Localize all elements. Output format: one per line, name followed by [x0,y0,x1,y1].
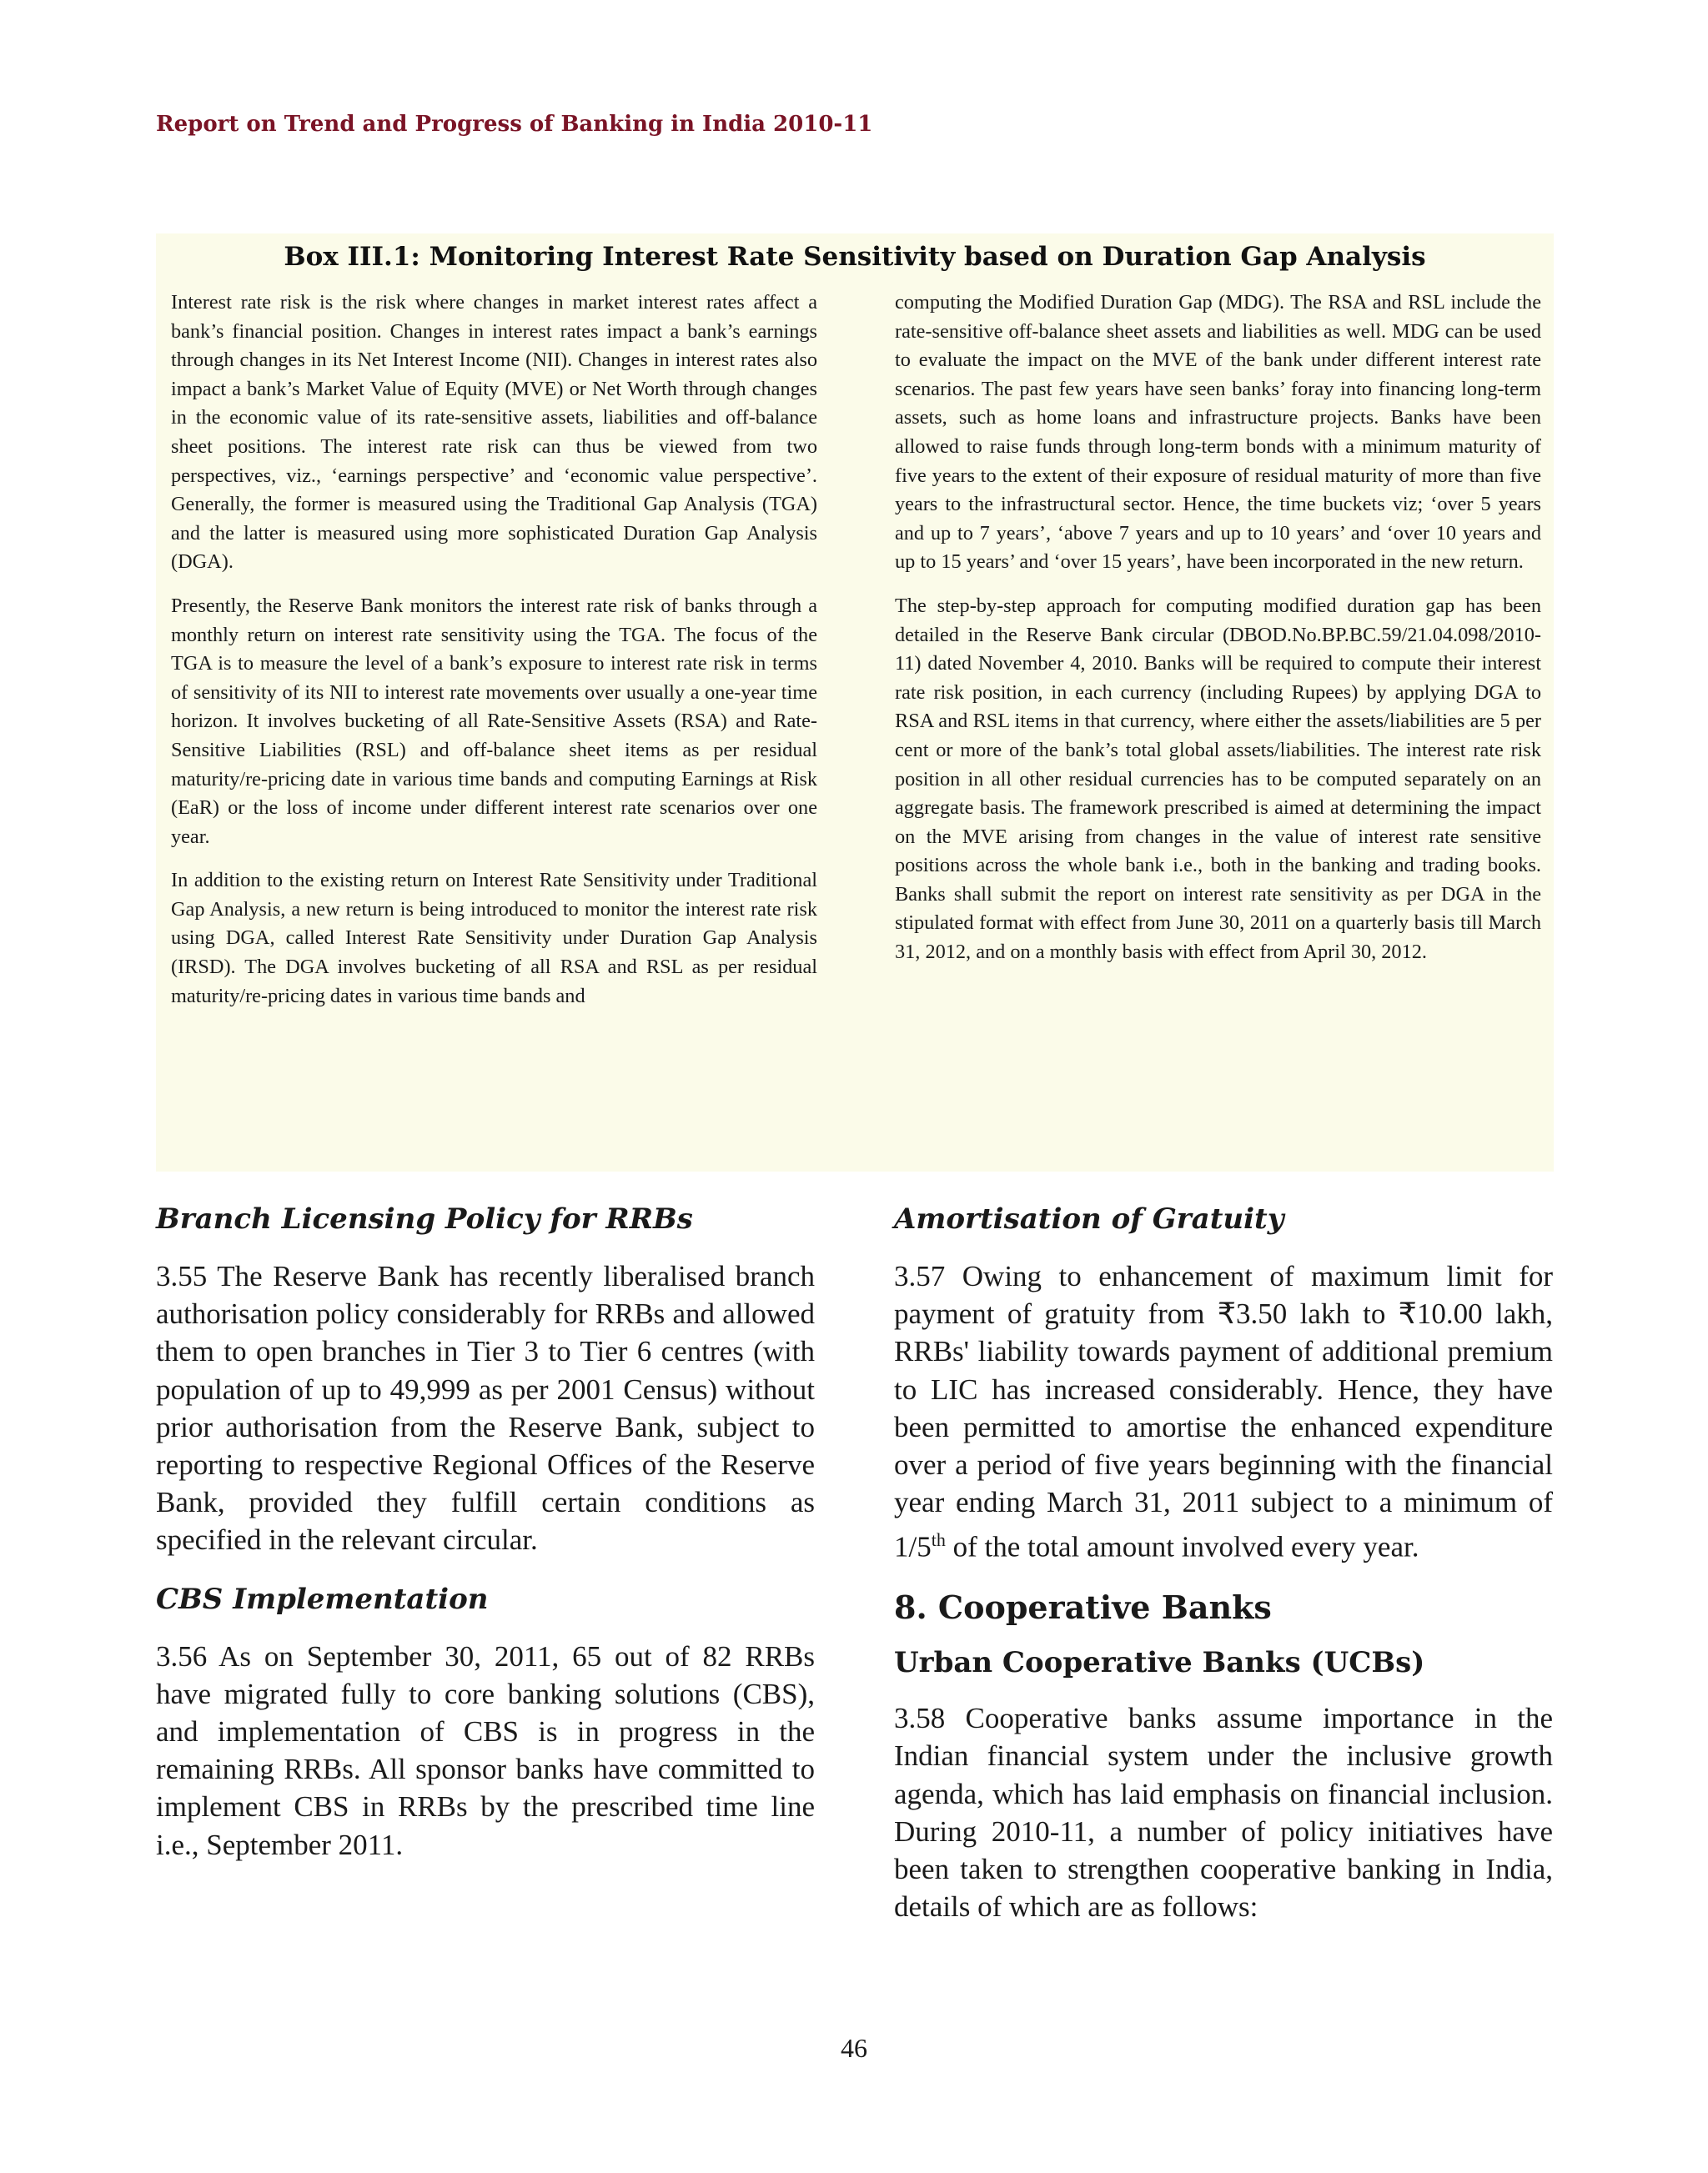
box-left-column [171,289,817,1026]
box-paragraph: In addition to the existing return on Interest Rate Sensitivity under Traditional Gap Analysis, a new return is being introduced to monitor the interest rate risk using DGA, called Interest Rate Sensitivity under Duration Gap Analysis (IRSD). The DGA involves bucketing of all RSA and RSL as per residual maturity/re-pricing dates in various time bands and [171,869,817,1007]
superscript-th: th [931,1529,946,1551]
heading-branch-licensing: Branch Licensing Policy for RRBs [156,1202,693,1236]
section-subtitle-ucbs: Urban Cooperative Banks (UCBs) [894,1646,1425,1680]
section-title-cooperative-banks: 8. Cooperative Banks [894,1588,1272,1627]
running-header: Report on Trend and Progress of Banking in India 2010-11 [156,112,873,137]
box-paragraph: The step-by-step approach for computing modified duration gap has been detailed in the Reserve Bank circular (DBOD.No.BP.BC.59/21.04.098/2010-11) dated November 4, 2010. Banks will be required to compute their interest rate risk position, in each currency (including Rupees) by applying DGA to RSA and RSL items in that currency, where either the assets/liabilities are 5 per cent or more of the bank’s total global assets/liabilities. The interest rate risk position in all other residual currencies has to be computed separately on an aggregate basis. The framework prescribed is aimed at determining the impact on the MVE arising from changes in the value of interest rate sensitive positions across the whole bank i.e., both in the banking and trading books. Banks shall submit the report on interest rate sensitivity as per DGA in the stipulated format with effect from June 30, 2011 on a quarterly basis till March 31, 2012, and on a monthly basis with effect from April 30, 2012. [895,594,1541,964]
box-paragraph: Interest rate risk is the risk where changes in market interest rates affect a bank’s financial position. Changes in interest rates impact a bank’s earnings through changes in its Net Interest Income (NII). Changes in interest rates also impact a bank’s Market Value of Equity (MVE) or Net Worth through changes in the economic value of its rate-sensitive assets, liabilities and off-balance sheet positions. The interest rate risk can thus be viewed from two perspectives, viz., ‘earnings perspective’ and ‘economic value perspective’. Generally, the former is measured using the Traditional Gap Analysis (TGA) and the latter is measured using more sophisticated Duration Gap Analysis (DGA). [171,291,817,574]
main-right-column [894,1201,1553,1948]
heading-amortisation-gratuity: Amortisation of Gratuity [894,1202,1284,1236]
main-left-column [156,1201,815,1885]
page-number: 46 [841,2033,867,2063]
box-iii-1 [156,233,1554,1172]
box-title: Box III.1: Monitoring Interest Rate Sensitivity based on Duration Gap Analysis [284,242,1426,272]
paragraph-3-57-text: 3.57 Owing to enhancement of maximum limit for payment of gratuity from ₹3.50 lakh to ₹10.00 lakh, RRBs' liability towards payment of additional premium to LIC has increased considerably. Hence, they have been permitted to amortise the enhanced expenditure over a period of five years beginning with the financial year ending March 31, 2011 subject to a minimum of 1/5 [894,1260,1553,1564]
paragraph-3-57 [894,1257,1553,1566]
paragraph-3-56: 3.56 As on September 30, 2011, 65 out of 82 RRBs have migrated fully to core banking solutions (CBS), and implementation of CBS is in progress in the remaining RRBs. All sponsor banks have committed to implement CBS in RRBs by the prescribed time line i.e., September 2011. [156,1639,815,1861]
paragraph-3-55: 3.55 The Reserve Bank has recently liberalised branch authorisation policy considerably for RRBs and allowed them to open branches in Tier 3 to Tier 6 centres (with population of up to 49,999 as per 2001 Census) without prior authorisation from the Reserve Bank, subject to reporting to respective Regional Offices of the Reserve Bank, provided they fulfill certain conditions as specified in the relevant circular. [156,1260,815,1557]
heading-cbs-implementation: CBS Implementation [156,1582,489,1616]
paragraph-3-58: 3.58 Cooperative banks assume importance in the Indian financial system under the inclusive growth agenda, which has laid emphasis on financial inclusion. During 2010-11, a number of policy initiatives have been taken to strengthen cooperative banking in India, details of which are as follows: [894,1702,1553,1924]
paragraph-3-57-text-end: of the total amount involved every year. [945,1531,1419,1564]
box-paragraph: Presently, the Reserve Bank monitors the interest rate risk of banks through a monthly return on interest rate sensitivity using the TGA. The focus of the TGA is to measure the level of a bank’s exposure to interest rate risk in terms of sensitivity of its NII to interest rate movements over usually a one-year time horizon. It involves bucketing of all Rate-Sensitive Assets (RSA) and Rate-Sensitive Liabilities (RSL) and off-balance sheet items as per residual maturity/re-pricing date in various time bands and computing Earnings at Risk (EaR) or the loss of income under different interest rate scenarios over one year. [171,594,817,848]
box-paragraph: computing the Modified Duration Gap (MDG). The RSA and RSL include the rate-sensitive off-balance sheet assets and liabilities as well. MDG can be used to evaluate the impact on the MVE of the bank under different interest rate scenarios. The past few years have seen banks’ foray into financing long-term assets, such as home loans and infrastructure projects. Banks have been allowed to raise funds through long-term bonds with a minimum maturity of five years to the extent of their exposure of residual maturity of more than five years to the infrastructural sector. Hence, the time buckets viz; ‘over 5 years and up to 7 years’, ‘above 7 years and up to 10 years’ and ‘over 10 years and up to 15 years’ and ‘over 15 years’, have been incorporated in the new return. [895,291,1541,574]
box-right-column [895,289,1541,982]
